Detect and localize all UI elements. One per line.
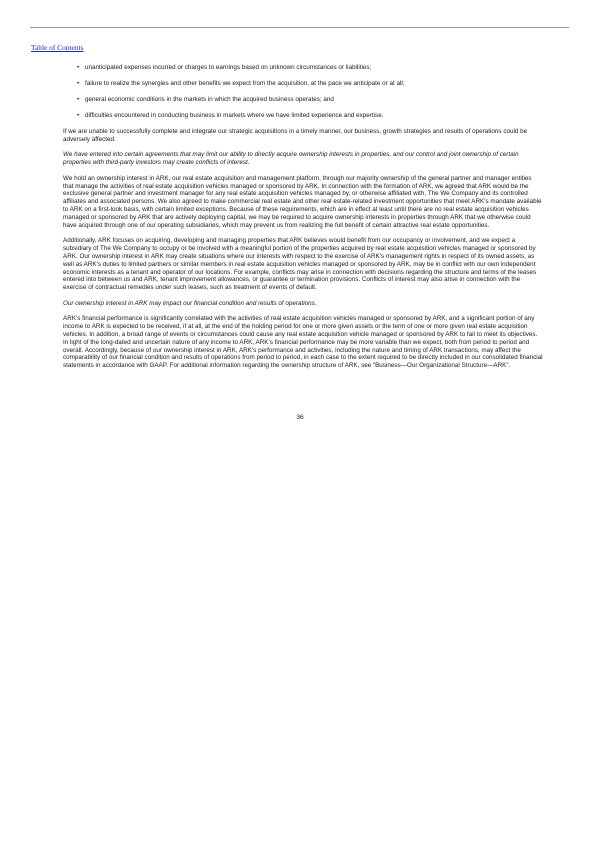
section-heading-italic: We have entered into certain agreements that may limit our ability to directly acquire ownership interests in properties, and our control and joint ownership of certain properties with third-party investors may create conflicts of interest. <box>63 151 519 167</box>
bullet-text: difficulties encountered in conducting business in markets where we have limited experience and expertise. <box>85 112 384 120</box>
header-divider <box>30 27 569 28</box>
bullet-text: unanticipated expenses incurred or charges to earnings based on unknown circumstances or liabilities; <box>85 64 372 71</box>
paragraph: If we are unable to successfully complete and integrate our strategic acquisitions in a timely manner, our business, growth strategies and results of operations could be adversely affected. <box>63 128 528 143</box>
table-of-contents-link[interactable]: Table of Contents <box>31 43 84 52</box>
list-item <box>63 112 543 120</box>
bullet-glyph: • <box>77 96 80 104</box>
paragraph: We hold an ownership interest in ARK, our real estate acquisition and management platform, through our majority ownership of the general partner and manager entities that manage the activities of real estate acquisition vehicles managed or sponsored by ARK. In connection with the formation of ARK, we agreed that ARK would be the exclusive general partner and investment manager for any real estate acquisition vehicles managed by, or otherwise affiliated with, The We Company and its controlled affiliates and associated persons. We also agreed to make commercial real estate and other real estate-related investment opportunities that meet ARK’s mandate available to ARK on a first-look basis, with certain limited exceptions. Because of these requirements, which are in effect at least until there are no real estate acquisition vehicles managed or sponsored by ARK that are actively deploying capital, we may be required to acquire ownership interests in properties through ARK that we otherwise could have acquired through one of our operating subsidiaries, which may prevent us from realizing the full benefit of certain attractive real estate opportunities. <box>63 174 542 229</box>
list-item <box>63 80 543 88</box>
list-item <box>63 96 543 104</box>
bullet-glyph: • <box>77 80 80 88</box>
page-number: 36 <box>296 414 304 421</box>
bullet-glyph: • <box>77 112 80 120</box>
page-body <box>63 64 543 378</box>
bullet-glyph: • <box>77 64 80 71</box>
bullet-text: general economic conditions in the markets in which the acquired business operates; and <box>85 96 334 104</box>
paragraph: Additionally, ARK focuses on acquiring, developing and managing properties that ARK believes would benefit from our occupancy or involvement, and we expect a subsidiary of The We Company to occupy or be involved with a meaningful portion of the properties acquired by real estate acquisition vehicles managed or sponsored by ARK. Our ownership interest in ARK may create situations where our interests with respect to the exercise of ARK’s management rights in respect of its owned assets, as well as ARK’s duties to limited partners or similar members in real estate acquisition vehicles managed or sponsored by ARK, may be in conflict with our own independent economic interests as a tenant and operator of our locations. For example, conflicts may arise in connection with decisions regarding the structure and terms of the leases entered into between us and ARK, tenant improvement allowances, or guarantee or termination provisions. Conflicts of interest may also arise in connection with the exercise of contractual remedies under such leases, such as treatment of events of default. <box>63 237 537 292</box>
paragraph: ARK’s financial performance is significantly correlated with the activities of real estate acquisition vehicles managed or sponsored by ARK, and a significant portion of any income to ARK is expected to be received, if at all, at the end of the holding period for one or more given assets or the term of one or more given real estate acquisition vehicles. In addition, a broad range of events or circumstances could cause any real estate acquisition vehicle managed or sponsored by ARK to fail to meet its objectives. In light of the long-dated and uncertain nature of any income to ARK, ARK’s financial performance may be more variable than we expect, both from period to period and overall. Accordingly, because of our ownership interest in ARK, ARK’s performance and activities, including the nature and timing of ARK transactions, may affect the comparability of our financial condition and results of operations from period to period, in each case to the extent required to be directly included in our consolidated financial statements in accordance with GAAP. For additional information regarding the ownership structure of ARK, see “Business—Our Organizational Structure—ARK”. <box>63 315 543 370</box>
bullet-text: failure to realize the synergies and other benefits we expect from the acquisition, at the pace we anticipate or at all; <box>85 80 405 88</box>
list-item <box>63 64 543 72</box>
bullet-list <box>63 64 543 120</box>
section-heading-italic: Our ownership interest in ARK may impact our financial condition and results of operations. <box>63 299 317 307</box>
